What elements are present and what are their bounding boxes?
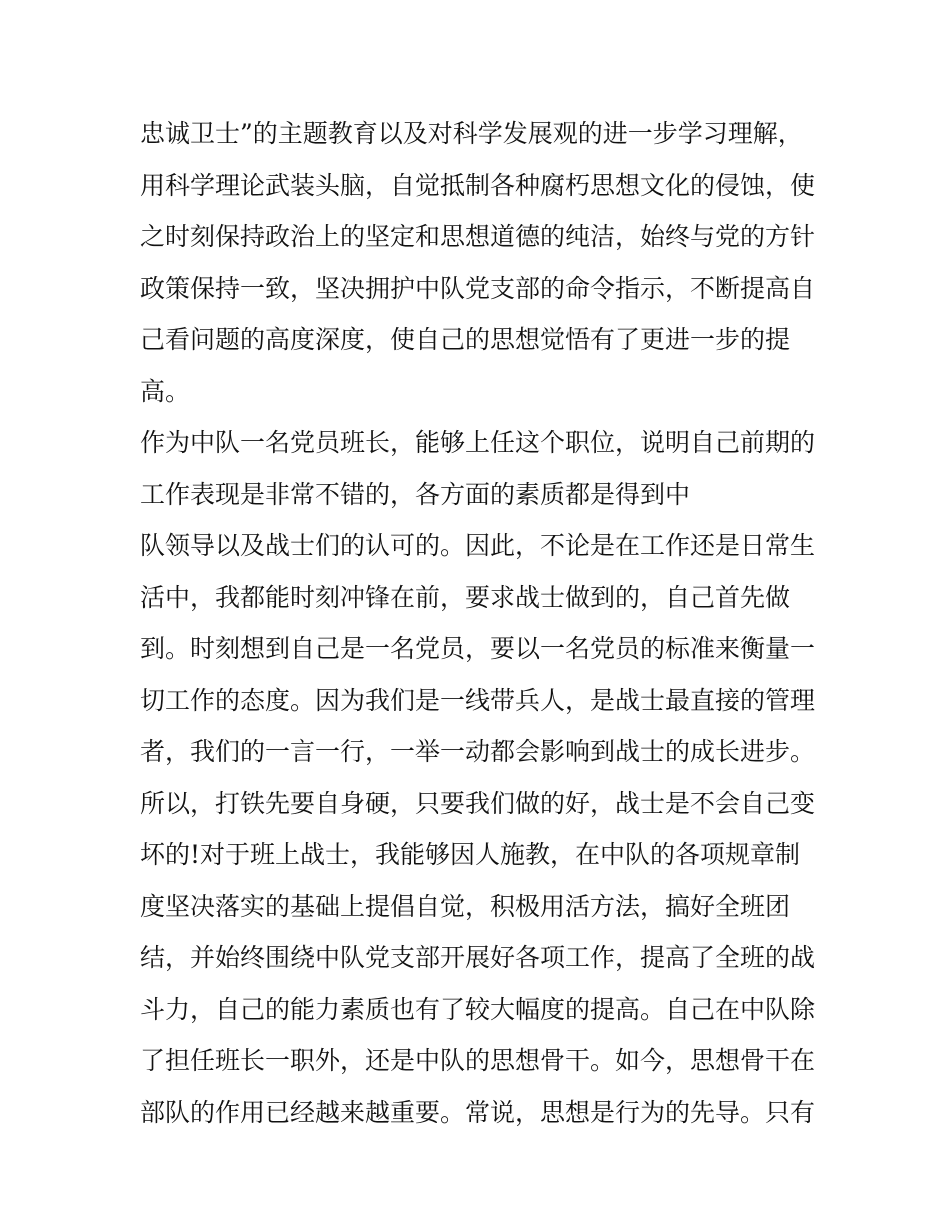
text-line: 结，并始终围绕中队党支部开展好各项工作，提高了全班的战 [140,943,816,972]
text-line: 到。时刻想到自己是一名党员，要以一名党员的标准来衡量一 [140,634,816,663]
text-line: 活中，我都能时刻冲锋在前，要求战士做到的，自己首先做 [140,582,791,612]
text-line: 之时刻保持政治上的坚定和思想道德的纯洁，始终与党的方针 [140,222,816,251]
text-line: 政策保持一致，坚决拥护中队党支部的命令指示，不断提高自 [140,273,816,303]
text-line: 斗力，自己的能力素质也有了较大幅度的提高。自己在中队除 [140,994,816,1024]
text-line: 切工作的态度。因为我们是一线带兵人，是战士最直接的管理 [140,685,816,715]
text-line: 高。 [140,376,191,406]
text-line: 部队的作用已经越来越重要。常说，思想是行为的先导。只有 [140,1097,816,1127]
text-line: 忠诚卫士”的主题教育以及对科学发展观的进一步学习理解， [140,119,803,148]
text-line: 所以，打铁先要自身硬，只要我们做的好，战士是不会自己变 [140,788,816,818]
text-line: 作为中队一名党员班长，能够上任这个职位，说明自己前期的 [140,428,816,457]
text-line: 坏的!对于班上战士，我能够因人施教，在中队的各项规章制 [140,840,801,869]
text-line: 了担任班长一职外，还是中队的思想骨干。如今，思想骨干在 [140,1046,816,1075]
text-line: 度坚决落实的基础上提倡自觉，积极用活方法，搞好全班团 [140,891,791,921]
document-body-text [140,108,820,1138]
text-line: 者，我们的一言一行，一举一动都会影响到战士的成长进步。 [140,737,816,766]
text-line: 队领导以及战士们的认可的。因此，不论是在工作还是日常生 [140,531,816,560]
text-line: 用科学理论武装头脑，自觉抵制各种腐朽思想文化的侵蚀，使 [140,170,816,200]
text-line: 工作表现是非常不错的，各方面的素质都是得到中 [140,479,691,509]
text-line: 己看问题的高度深度，使自己的思想觉悟有了更进一步的提 [140,325,791,354]
